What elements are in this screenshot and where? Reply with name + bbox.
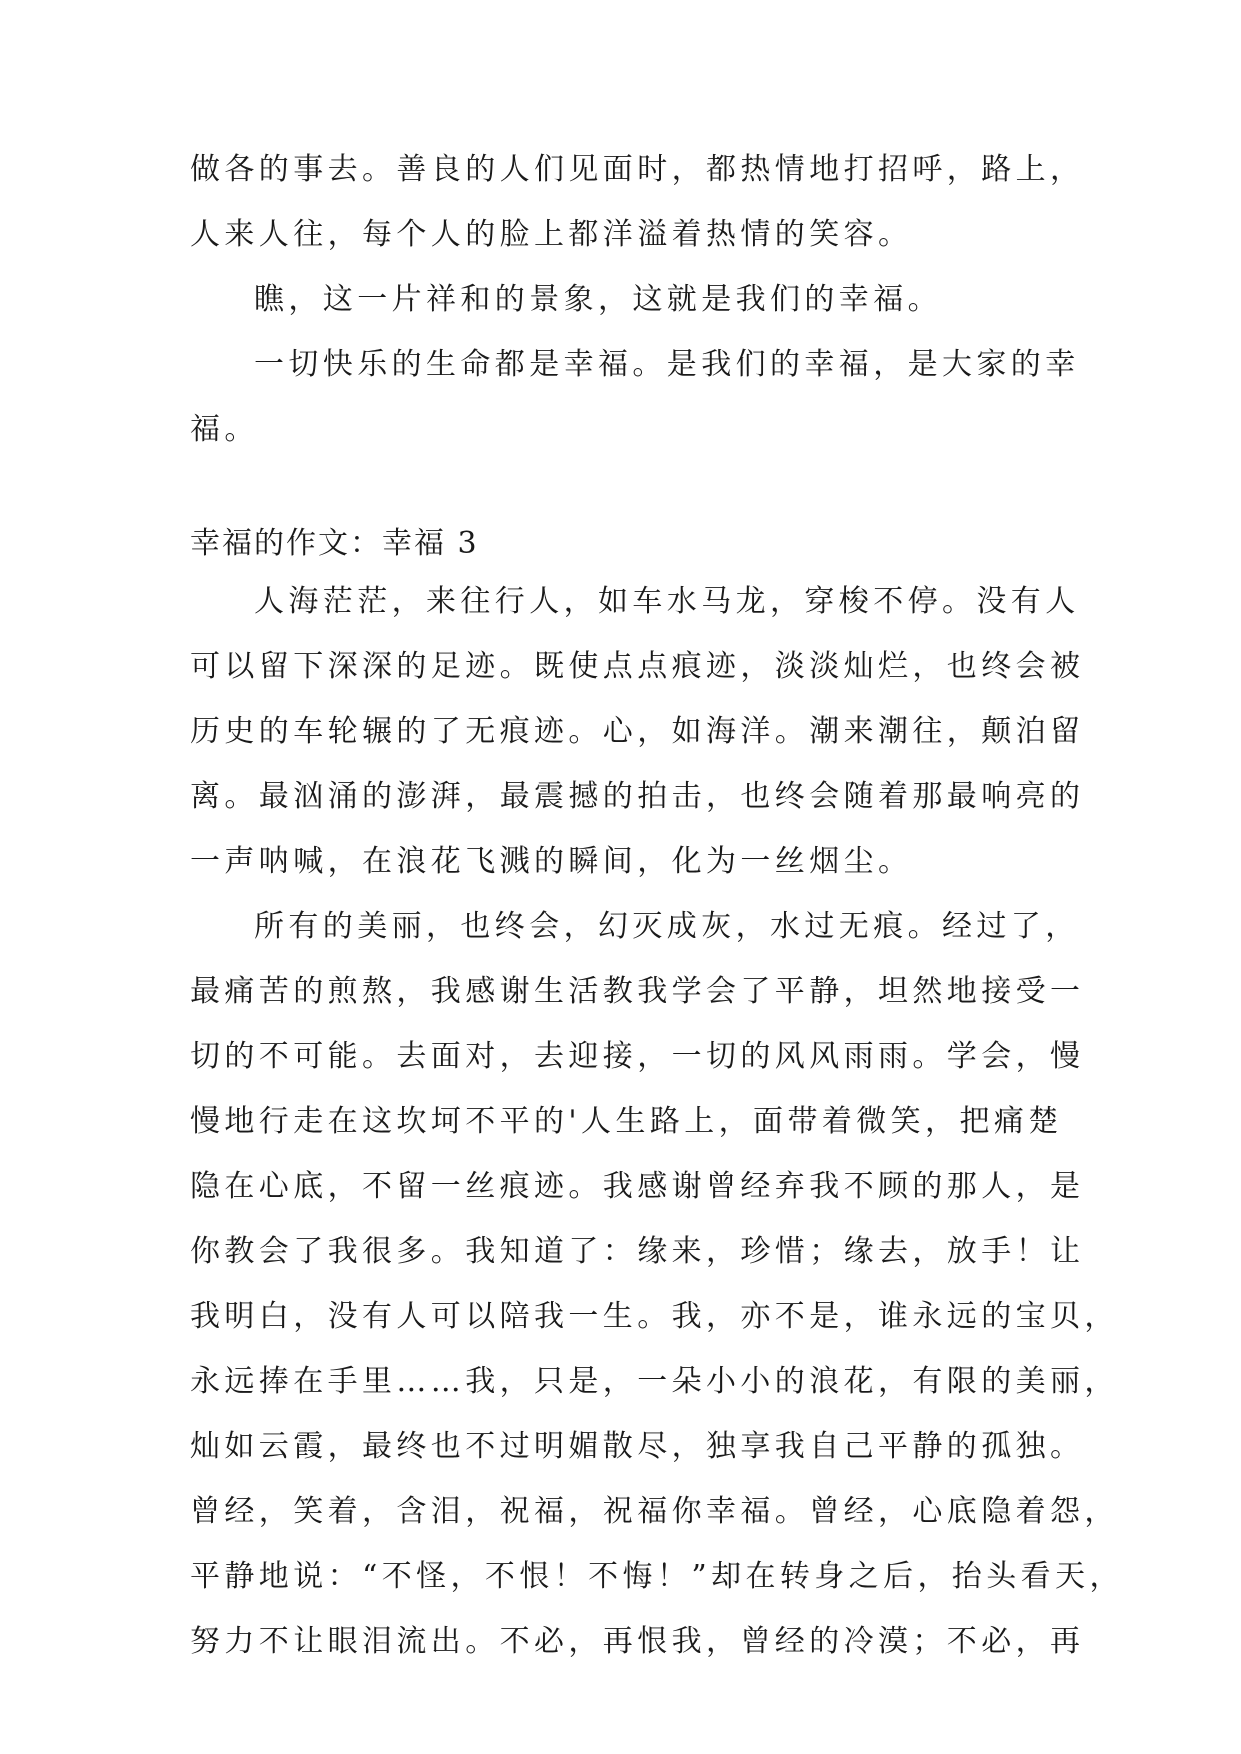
para2-line-11: 平静地说：“不怪，不恨！不悔！”却在转身之后，抬头看天， bbox=[190, 1559, 1124, 1594]
paragraph-qiao: 瞧，这一片祥和的景象，这就是我们的幸福。 bbox=[254, 282, 942, 317]
intro-line-2: 人来人往，每个人的脸上都洋溢着热情的笑容。 bbox=[190, 217, 913, 252]
paragraph-yiqie-line-1: 一切快乐的生命都是幸福。是我们的幸福，是大家的幸 bbox=[254, 347, 1080, 382]
para1-line-3: 历史的车轮辗的了无痕迹。心，如海洋。潮来潮往，颠泊留 bbox=[190, 714, 1085, 749]
para2-line-3: 切的不可能。去面对，去迎接，一切的风风雨雨。学会，慢 bbox=[190, 1039, 1085, 1074]
para2-line-9: 灿如云霞，最终也不过明媚散尽，独享我自己平静的孤独。 bbox=[190, 1429, 1085, 1464]
para2-line-4: 慢地行走在这坎坷不平的'人生路上，面带着微笑，把痛楚 bbox=[190, 1104, 1063, 1139]
para2-line-7: 我明白，没有人可以陪我一生。我，亦不是，谁永远的宝贝， bbox=[190, 1299, 1119, 1334]
para1-line-2: 可以留下深深的足迹。既使点点痕迹，淡淡灿烂，也终会被 bbox=[190, 649, 1085, 684]
section-title: 幸福的作文：幸福 3 bbox=[190, 526, 479, 561]
para2-line-8: 永远捧在手里……我，只是，一朵小小的浪花，有限的美丽， bbox=[190, 1364, 1119, 1399]
para2-line-6: 你教会了我很多。我知道了：缘来，珍惜；缘去，放手！让 bbox=[190, 1234, 1085, 1269]
para2-line-1: 所有的美丽，也终会，幻灭成灰，水过无痕。经过了， bbox=[254, 909, 1080, 944]
para2-line-2: 最痛苦的煎熬，我感谢生活教我学会了平静，坦然地接受一 bbox=[190, 974, 1085, 1009]
para2-line-5: 隐在心底，不留一丝痕迹。我感谢曾经弃我不顾的那人，是 bbox=[190, 1169, 1085, 1204]
para1-line-5: 一声呐喊，在浪花飞溅的瞬间，化为一丝烟尘。 bbox=[190, 844, 913, 879]
intro-line-1: 做各的事去。善良的人们见面时，都热情地打招呼，路上， bbox=[190, 152, 1085, 187]
paragraph-yiqie-line-2: 福。 bbox=[190, 412, 259, 447]
para1-line-4: 离。最汹涌的澎湃，最震撼的拍击，也终会随着那最响亮的 bbox=[190, 779, 1085, 814]
para1-line-1: 人海茫茫，来往行人，如车水马龙，穿梭不停。没有人 bbox=[254, 584, 1080, 619]
para2-line-12: 努力不让眼泪流出。不必，再恨我，曾经的冷漠；不必，再 bbox=[190, 1624, 1085, 1659]
para2-line-10: 曾经，笑着，含泪，祝福，祝福你幸福。曾经，心底隐着怨， bbox=[190, 1494, 1119, 1529]
